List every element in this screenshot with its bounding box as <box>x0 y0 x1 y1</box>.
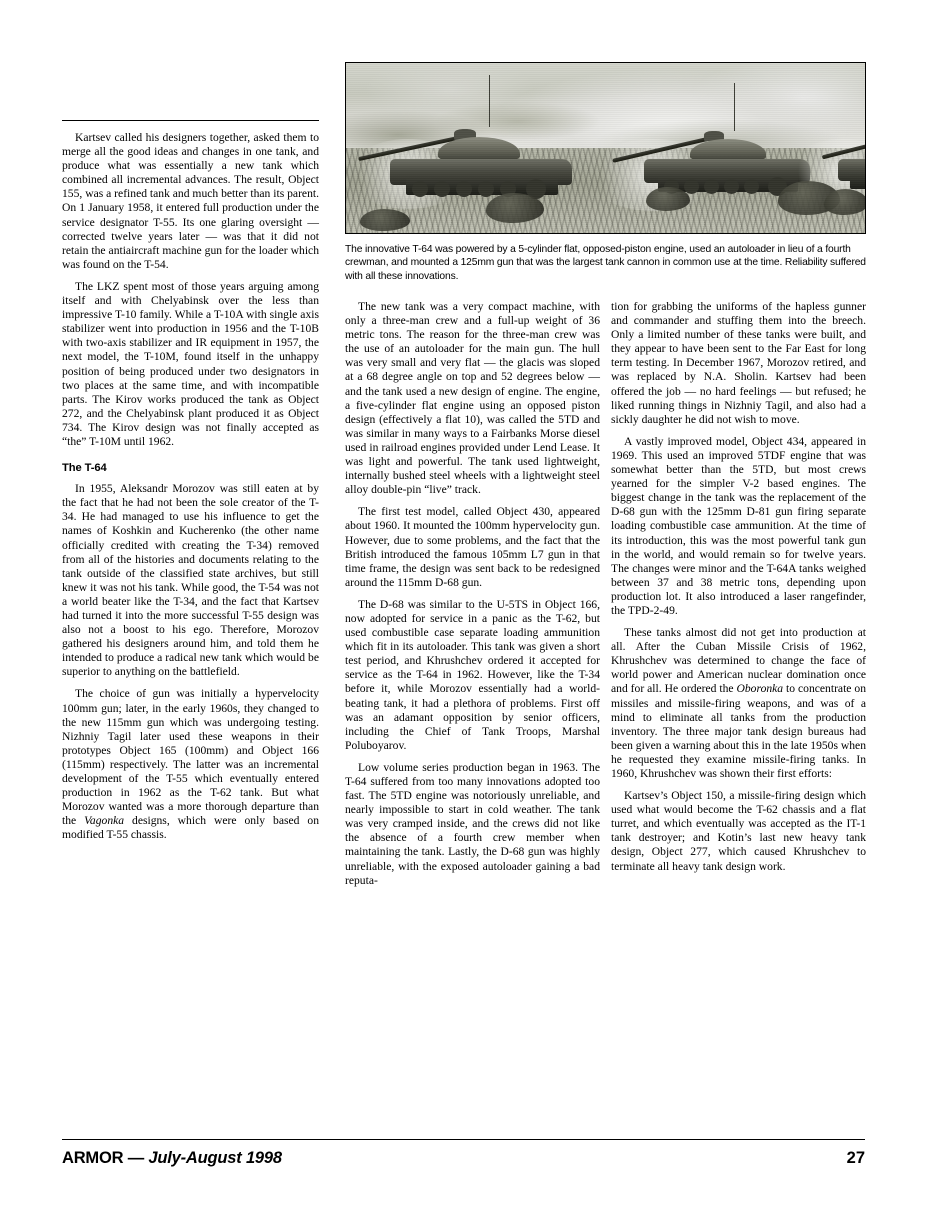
bush-foreground-1 <box>486 193 544 223</box>
section-heading-the-t64: The T-64 <box>62 462 107 475</box>
paragraph: The LKZ spent most of those years arguing among itself and with Chelyabinsk over the less than impressive T-10 family. While a T-10A with single axis stabilizer went into production in 1956 and the T-10B with two-axis stabilizer and IR equipment in 1957, the next model, the T-10M, found itself in the unhappy position of being produced under two designators in two places at the same time, and with incompatible parts. The Kirov works produced the tank as Object 272, and the Chelyabinsk plant produced it as Object 734. The Kirov design was not finally accepted as “the” T-10M until 1962. <box>62 279 319 448</box>
publication-name: ARMOR <box>62 1149 124 1167</box>
paragraph-text-after: designs, which were only based on modified T-55 chassis. <box>62 814 319 842</box>
italic-term-oboronka: Oboronka <box>736 682 784 696</box>
paragraph: The new tank was a very compact machine, with only a three-man crew and a full-up weight of 36 metric tons. The reason for the three-man crew was the use of an autoloader for the main gun. The hull was very small and very flat — the glacis was sloped at a 68 degree angle on top and 52 degrees below — and the tank used a new design of engine. The engine, a five-cylinder flat engine using an opposed piston design (effectively a flat 10), was called the 5TD and was similar in many ways to a Fairbanks Morse diesel used in railroad engines provided under Lend Lease. It was light and powerful. The tank used lightweight, internally bushed steel wheels with a lightweight steel alloy double-pin “live” track. <box>345 300 600 497</box>
bush-foreground-2 <box>646 187 690 211</box>
footer-rule <box>62 1139 865 1140</box>
page-number: 27 <box>846 1149 865 1167</box>
italic-term-vagonka: Vagonka <box>84 814 125 828</box>
tank-photo <box>345 62 866 234</box>
paragraph: Kartsev called his designers together, asked them to merge all the good ideas and changes in one tank, and produce what was essentially a new tank which combined all incremental advances. The result, Object 155, was a refined tank and much better than its parent. On 1 January 1958, it entered full production under the service designator T-55. Its one glaring oversight — corrected twelve years later — was that it did not retain the antiaircraft machine gun for the loader which was found on the T-54. <box>62 131 319 271</box>
column-top-rule <box>62 120 319 121</box>
paragraph-text-after: to concentrate on missiles and missile-firing weapons, and was of a mind to eliminate all tanks from the production inventory. The three major tank design bureaus had been given a warning about this in the late 1950s when he requested they examine missile-firing tanks. In 1960, Khrushchev was shown their first efforts: <box>611 682 867 780</box>
issue-date: July-August 1998 <box>148 1149 282 1167</box>
paragraph-text-before: The choice of gun was initially a hypervelocity 100mm gun; later, in the early 1960s, they changed to the new 115mm gun which was undergoing testing. Nizhniy Tagil later used these weapons in their prototypes Object 165 (100mm) and Object 166 (115mm) respectively. The latter was an incremental development of the T-55 which eventually entered production in 1962 as the T-62 tank. But what Morozov wanted was a more thorough departure than the <box>62 687 319 828</box>
footer-publication-line <box>62 1149 282 1168</box>
text-column-3 <box>611 300 866 882</box>
paragraph: Low volume series production began in 1963. The T-64 suffered from too many innovations adopted too fast. The 5TD engine was notoriously unreliable, and nearly impossible to start in cold weather. The tank was very cramped inside, and the crews did not like the absence of a fourth crew member when maintaining the tank. Lastly, the D-68 gun was highly unreliable, with the exposed autoloader gaining a bad reputa- <box>345 760 600 887</box>
paragraph-text-before: These tanks almost did not get into production at all. After the Cuban Missile Crisis of 1962, Khrushchev was determined to change the face of world power and American nuclear domination once and for all. He ordered the <box>611 626 866 696</box>
paragraph-with-italic <box>611 626 866 781</box>
text-column-1 <box>62 131 319 851</box>
paragraph-continued: tion for grabbing the uniforms of the hapless gunner and commander and stuffing them into the breech. Only a limited number of these tanks were built, and they appear to have been sent to the Far East for long term testing. In December 1967, Morozov retired, and was replaced by N.A. Sholin. Kartsev had been offered the job — no hard feelings — but refused; he liked running things in Nizhniy Tagil, and also had a sickly daughter he did not wish to move. <box>611 300 866 426</box>
bush-foreground-5 <box>360 209 410 231</box>
paragraph: Kartsev’s Object 150, a missile-firing design which used what would become the T-62 chassis and a flat turret, and which eventually was accepted as the IT-1 tank destroyer; and Kotin’s last new heavy tank design, Object 277, which caused Khrushchev to terminate all heavy tank design work. <box>611 789 866 873</box>
figure-caption: The innovative T-64 was powered by a 5-cylinder flat, opposed-piston engine, used an autoloader in lieu of a fourth crewman, and mounted a 125mm gun that was the largest tank cannon in common use at the time. Reliability suffered with all these innovations. <box>345 244 866 282</box>
paragraph-with-italic <box>62 687 319 842</box>
paragraph: The first test model, called Object 430, appeared about 1960. It mounted the 100mm hypervelocity gun. However, due to some problems, and the fact that the British introduced the famous 105mm L7 gun in that time frame, the design was sent back to be redesigned around the 115mm D-68 gun. <box>345 505 600 589</box>
paragraph: In 1955, Aleksandr Morozov was still eaten at by the fact that he had not been the sole creator of the T-34. He had managed to use his influence to get the names of Koshkin and Kucherenko (the other name officially credited with creating the T-34) removed from all of the histories and documents relating to the tank outside of the classified state archives, but still knew it was not his tank. While good, the T-54 was not a world beater like the T-34, and the fact that Kartsev had turned it into the more successful T-55 design was also not a boost to his ego. Therefore, Morozov gathered his designers around him, and told them he intended to produce a radical new tank which would be superior to anything on the battlefield. <box>62 482 319 679</box>
paragraph: A vastly improved model, Object 434, appeared in 1969. This used an improved 5TDF engine that was somewhat better than the 5TD, but most crews yearned for the simpler V-2 based engines. The biggest change in the tank was the replacement of the D-68 gun with the 125mm D-81 gun firing separate loading combustible case ammunition. At the time of its introduction, this was the most powerful tank gun in the world, and would remain so for twelve years. The changes were minor and the T-64A tanks weighed between 37 and 38 metric tons, depending upon production lot. It also introduced a laser rangefinder, the TPD-2-49. <box>611 434 866 617</box>
page-footer <box>62 1149 865 1168</box>
bush-foreground-4 <box>824 189 866 215</box>
paragraph: The D-68 was similar to the U-5TS in Object 166, now adopted for service in a panic as the T-62, but used combustible case separate loading ammunition which fit in its autoloader. This tank was given a short test period, and Khrushchev ordered it accepted for service as the T-64 in 1962. However, like the T-34 before it, while Morozov essentially had a world-beating tank, it had a plethora of problems. First off was an adamant opposition by senior officers, including the Chief of Tank Troops, Marshal Poluboyarov. <box>345 597 600 752</box>
text-column-2 <box>345 300 600 896</box>
figure-block <box>345 62 866 283</box>
footer-dash: — <box>127 1149 145 1167</box>
tank-left <box>354 109 584 205</box>
